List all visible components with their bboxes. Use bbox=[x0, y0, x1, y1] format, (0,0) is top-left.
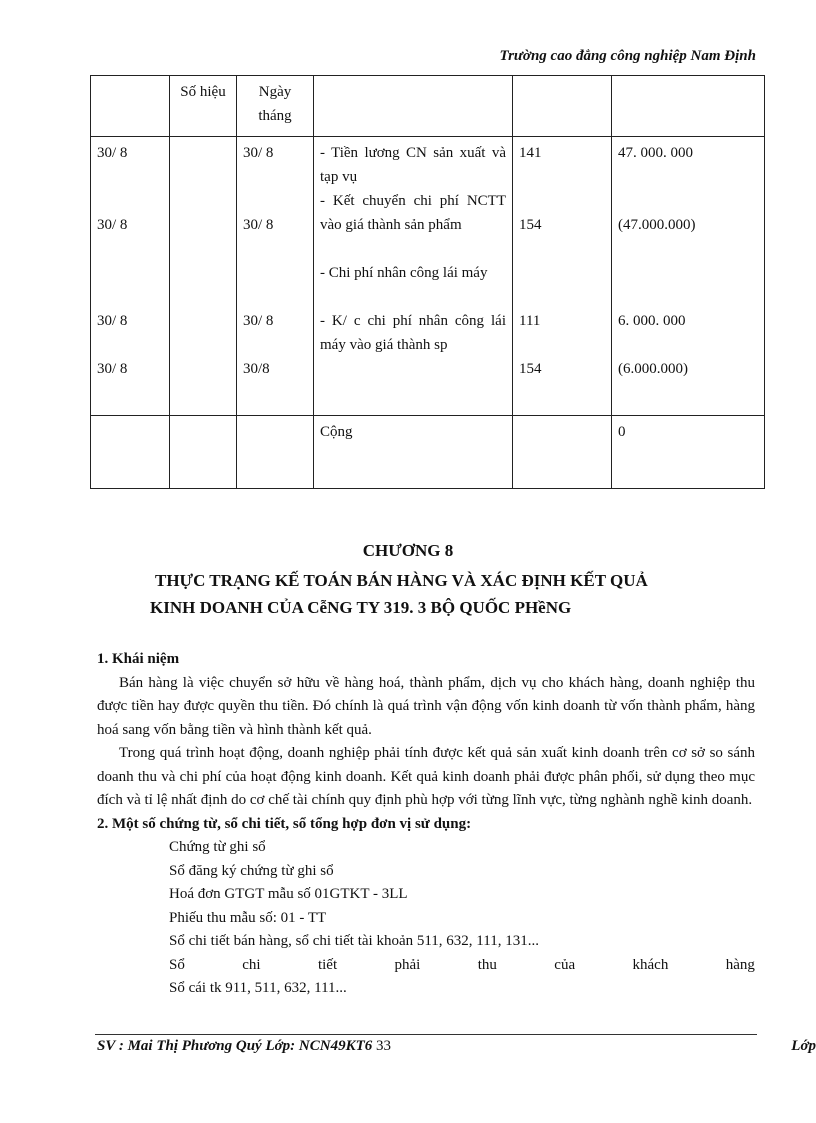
chapter-number: CHƯƠNG 8 bbox=[362, 541, 454, 560]
list-item: Sổ cái tk 911, 511, 632, 111... bbox=[169, 980, 347, 996]
page-number: 33 bbox=[376, 1038, 392, 1054]
list-item: Phiếu thu mẫu số: 01 - TT bbox=[169, 909, 327, 926]
account-cell: 111 bbox=[519, 313, 541, 329]
amount-column bbox=[612, 137, 765, 416]
account-cell: 154 bbox=[519, 217, 542, 233]
description-entry: - K/ c chi phí nhân công lái máy vào giá thành sp bbox=[320, 313, 506, 353]
date-cell: 30/ 8 bbox=[243, 313, 274, 329]
date-cell: 30/ 8 bbox=[97, 217, 128, 233]
header-cell-empty bbox=[314, 76, 513, 137]
footer-class-label: Lớp bbox=[791, 1038, 816, 1054]
amount-cell: (47.000.000) bbox=[618, 217, 696, 233]
date-cell: 30/8 bbox=[243, 361, 270, 377]
list-item-justified: Sổ chi tiết phải thu của khách hàng bbox=[169, 956, 755, 973]
amount-cell: (6.000.000) bbox=[618, 361, 688, 377]
description-entry: - Chi phí nhân công lái máy bbox=[320, 265, 488, 281]
list-item: Sổ đăng ký chứng từ ghi sổ bbox=[169, 862, 334, 879]
date-cell: 30/ 8 bbox=[243, 145, 274, 161]
paragraph: Trong quá trình hoạt động, doanh nghiệp phải tính được kết quả sản xuất kinh doanh trên cơ sở so sánh doanh thu và chi phí của hoạt động kinh doanh. Kết quả kinh doanh phải được phân phối, sử dụng theo mục đích và tỉ lệ nhất định do cơ chế tài chính quy định phù hợp với từng lĩnh vực, từng nghành nghề kinh doanh. bbox=[97, 745, 755, 808]
table-row bbox=[91, 137, 765, 416]
date-cell: 30/ 8 bbox=[97, 361, 128, 377]
header-ngay-thang: Ngày tháng bbox=[237, 76, 314, 137]
header-so-hieu: Số hiệu bbox=[170, 76, 237, 137]
ledger-table bbox=[90, 75, 765, 489]
chapter-title-line1: THỰC TRẠNG KẾ TOÁN BÁN HÀNG VÀ XÁC ĐỊNH KẾT QUẢ bbox=[155, 571, 648, 590]
page-header: Trường cao đẳng công nghiệp Nam Định bbox=[499, 48, 756, 64]
date-column bbox=[91, 137, 170, 416]
header-cell-empty bbox=[513, 76, 612, 137]
list-item: Chứng từ ghi sổ bbox=[169, 839, 266, 855]
list-item: Hoá đơn GTGT mẫu số 01GTKT - 3LL bbox=[169, 886, 408, 902]
ngay-column bbox=[237, 137, 314, 416]
account-column bbox=[513, 137, 612, 416]
total-row bbox=[91, 416, 765, 489]
date-cell: 30/ 8 bbox=[97, 145, 128, 161]
table-header-row bbox=[91, 76, 765, 137]
amount-cell: 47. 000. 000 bbox=[618, 145, 693, 161]
account-cell: 154 bbox=[519, 361, 542, 377]
description-entry: - Kết chuyển chi phí NCTT vào giá thành sản phẩm bbox=[320, 193, 506, 233]
description-entry: - Tiền lương CN sản xuất và tạp vụ bbox=[320, 145, 506, 185]
chapter-title-line2: KINH DOANH CỦA CễNG TY 319. 3 BỘ QUỐC PHềNG bbox=[150, 598, 572, 617]
list-item: Sổ chi tiết bán hàng, sổ chi tiết tài khoản 511, 632, 111, 131... bbox=[169, 933, 539, 949]
date-cell: 30/ 8 bbox=[97, 313, 128, 329]
footer-student: SV : Mai Thị Phương Quý Lớp: NCN49KT6 bbox=[97, 1038, 373, 1054]
so-hieu-column bbox=[170, 137, 237, 416]
total-label: Cộng bbox=[314, 416, 513, 489]
section-1-title: 1. Khái niệm bbox=[97, 651, 180, 667]
body-content bbox=[97, 648, 755, 1001]
total-value: 0 bbox=[612, 416, 765, 489]
description-column bbox=[314, 137, 513, 416]
amount-cell: 6. 000. 000 bbox=[618, 313, 686, 329]
footer-divider bbox=[95, 1034, 757, 1035]
document-list bbox=[97, 836, 755, 1001]
paragraph: Bán hàng là việc chuyển sở hữu về hàng hoá, thành phẩm, dịch vụ cho khách hàng, doanh nghiệp thu được tiền hay được quyền thu tiền. Đó chính là quá trình vận động vốn kinh doanh từ vốn thành phẩm, hàng hoá sang vốn bằng tiền và hình thành kết quả. bbox=[97, 674, 755, 738]
header-cell-empty bbox=[612, 76, 765, 137]
date-cell: 30/ 8 bbox=[243, 217, 274, 233]
page-footer bbox=[97, 1038, 391, 1055]
section-2-title: 2. Một số chứng từ, sổ chi tiết, sổ tổng hợp đơn vị sử dụng: bbox=[97, 815, 472, 832]
header-cell-empty bbox=[91, 76, 170, 137]
account-cell: 141 bbox=[519, 145, 542, 161]
